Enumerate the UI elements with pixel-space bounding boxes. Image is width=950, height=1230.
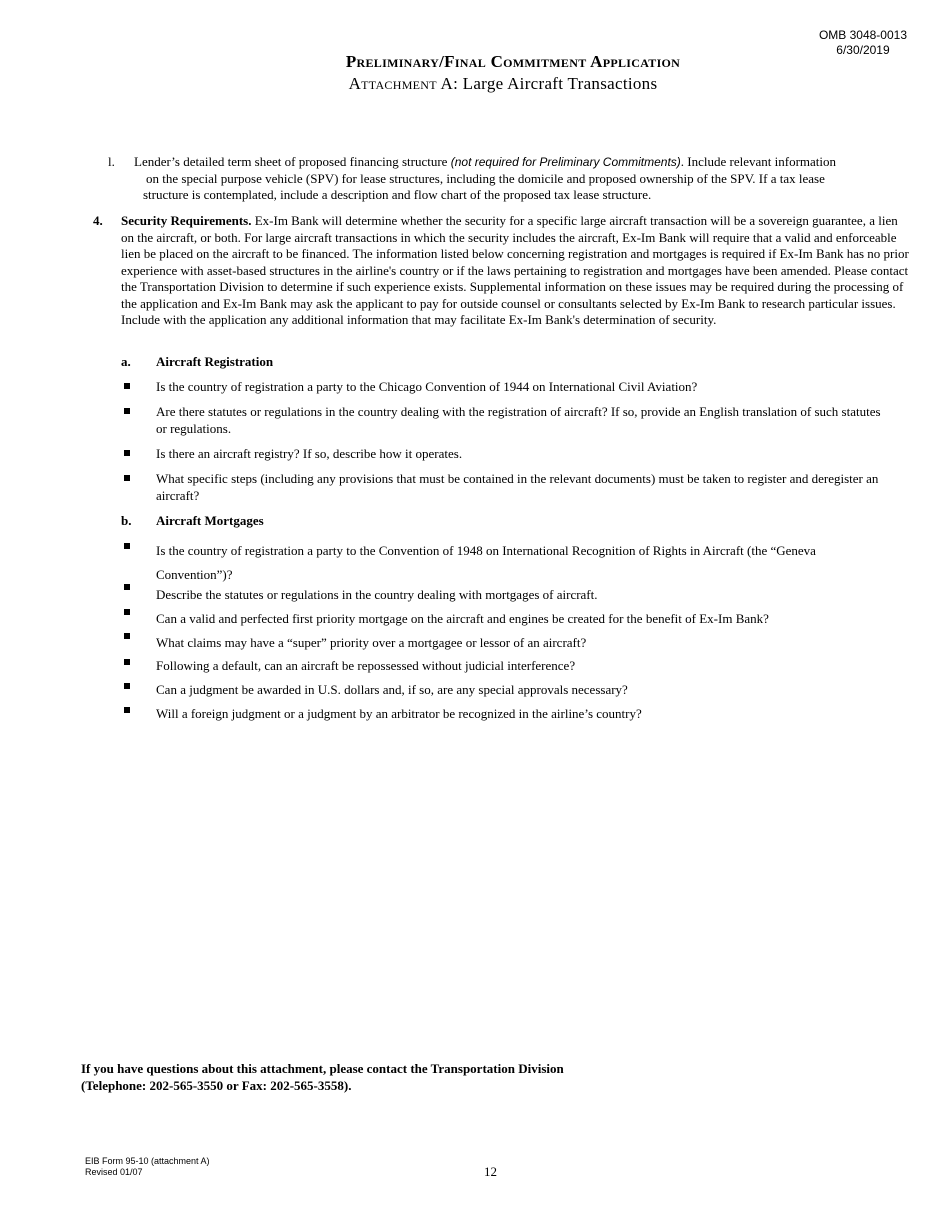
- bullet-square-icon: [124, 633, 130, 639]
- bullet-square-icon: [124, 450, 130, 456]
- form-revised: Revised 01/07: [85, 1167, 143, 1177]
- item-note: (not required for Preliminary Commitments): [450, 155, 681, 169]
- item-text: Ex-Im Bank will determine whether the security for a specific large aircraft transaction will be a sovereign guarantee, a lien on the aircraft, or both. For large aircraft transactions in which the security includes the aircraft, Ex-Im Bank will require that a valid and enforceable lien be placed on the aircraft to be financed. The information listed below concerning registration and mortgages is required if Ex-Im Bank has no prior experience with asset-based structures in the airline's country or if the laws pertaining to registration and mortgages have been amended. Please contact the Transportation Division to determine if such experience exists. Supplemental information on these issues may be required during the processing of the application and Ex-Im Bank may ask the applicant to pay for outside counsel or consultants selected by Ex-Im Bank to research particular issues. Include with the application any additional information that may facilitate Ex-Im Bank's determination of security.: [121, 213, 909, 327]
- list-item-text: What specific steps (including any provisions that must be contained in the relevant documents) must be taken to register and deregister an aircraft?: [156, 471, 879, 503]
- bullet-square-icon: [124, 683, 130, 689]
- item-heading: Security Requirements.: [121, 213, 252, 228]
- omb-number: OMB 3048-0013: [818, 28, 907, 42]
- list-item-text: Is the country of registration a party to the Convention of 1948 on International Recognition of Rights in Aircraft (the “Geneva Convention”)?: [156, 543, 816, 582]
- page-subtitle: [0, 74, 950, 94]
- section-label: b.: [121, 513, 132, 528]
- list-item-text: Following a default, can an aircraft be repossessed without judicial interference?: [156, 658, 576, 673]
- bullet-square-icon: [124, 659, 130, 665]
- section-title: Aircraft Registration: [156, 354, 274, 369]
- contact-note: [81, 1061, 564, 1094]
- item-line: on the special purpose vehicle (SPV) for lease structures, including the domicile and proposed ownership of the SPV. If a tax lease: [146, 170, 825, 186]
- item-body: [121, 213, 911, 329]
- list-item-text: Describe the statutes or regulations in the country dealing with mortgages of aircraft.: [156, 587, 598, 602]
- item-text: Lender’s detailed term sheet of proposed financing structure: [134, 154, 451, 169]
- bullet-square-icon: [124, 383, 130, 389]
- subtitle-prefix: Attachment: [348, 74, 437, 93]
- subtitle-rest: A: Large Aircraft Transactions: [436, 74, 658, 93]
- omb-date: 6/30/2019: [836, 43, 890, 57]
- form-name: EIB Form 95-10 (attachment A): [85, 1156, 210, 1166]
- list-item-text: What claims may have a “super” priority over a mortgagee or lessor of an aircraft?: [156, 635, 587, 650]
- bullet-square-icon: [124, 707, 130, 713]
- list-item-text: Are there statutes or regulations in the country dealing with the registration of aircraft? If so, provide an English translation of such statutes or regulations.: [156, 404, 881, 436]
- page-number: 12: [484, 1164, 497, 1179]
- list-item-text: Will a foreign judgment or a judgment by an arbitrator be recognized in the airline’s country?: [156, 706, 642, 721]
- list-item-text: Is there an aircraft registry? If so, describe how it operates.: [156, 446, 463, 461]
- bullet-square-icon: [124, 475, 130, 481]
- list-item-text: Is the country of registration a party to the Chicago Convention of 1944 on International Civil Aviation?: [156, 379, 698, 394]
- section-title: Aircraft Mortgages: [156, 513, 264, 528]
- form-identifier: [85, 1156, 210, 1178]
- contact-line: (Telephone: 202-565-3550 or Fax: 202-565-3558).: [81, 1077, 352, 1093]
- item-line: structure is contemplated, include a description and flow chart of the proposed tax lease structure.: [143, 187, 652, 202]
- list-item-text: Can a valid and perfected first priority mortgage on the aircraft and engines be created for the benefit of Ex-Im Bank?: [156, 611, 769, 626]
- bullet-square-icon: [124, 584, 130, 590]
- item-number: l.: [108, 154, 115, 169]
- item-number: 4.: [93, 213, 103, 228]
- item-line: [134, 154, 836, 171]
- bullet-square-icon: [124, 408, 130, 414]
- bullet-square-icon: [124, 543, 130, 549]
- contact-line: If you have questions about this attachment, please contact the Transportation Division: [81, 1061, 564, 1076]
- bullet-square-icon: [124, 609, 130, 615]
- section-label: a.: [121, 354, 131, 369]
- page-title: Preliminary/Final Commitment Application: [345, 52, 681, 71]
- item-text: . Include relevant information: [680, 154, 837, 169]
- list-item-text: Can a judgment be awarded in U.S. dollars and, if so, are any special approvals necessary?: [156, 682, 628, 697]
